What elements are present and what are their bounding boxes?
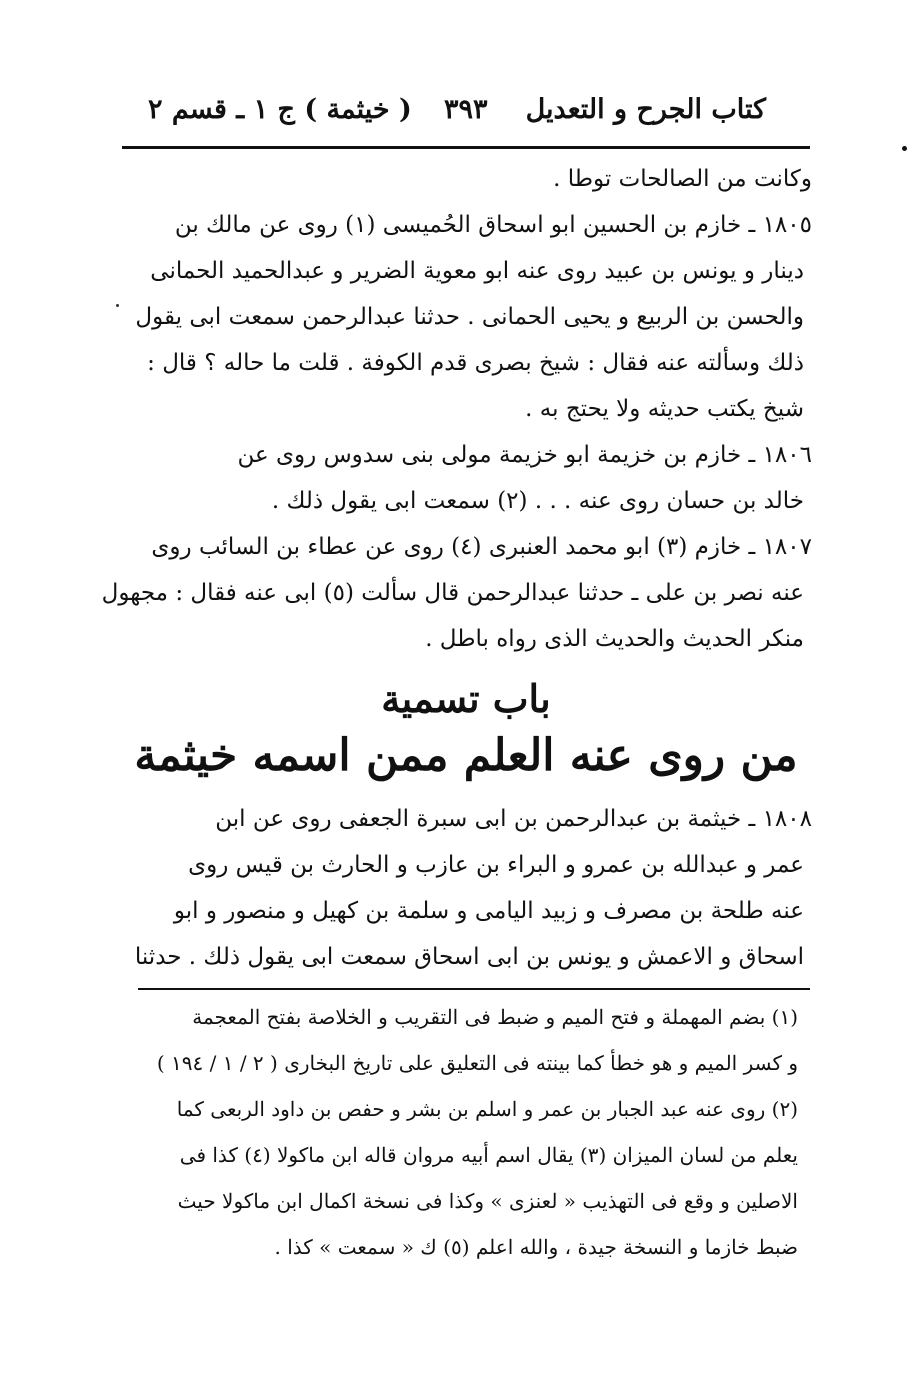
header-rule — [122, 146, 810, 149]
footnote-rule — [138, 988, 810, 990]
footnote-line: (١) بضم المهملة و فتح الميم و ضبط فى التقريب و الخلاصة بفتح المعجمة — [192, 1005, 798, 1029]
text-line: شيخ يكتب حديثه ولا يحتج به . — [525, 396, 804, 422]
chapter-title-2: من روى عنه العلم ممن اسمه خيثمة — [134, 730, 798, 781]
text-line: والحسن بن الربيع و يحيى الحمانى . حدثنا عبدالرحمن سمعت ابى يقول — [135, 304, 804, 330]
footnote-line: يعلم من لسان الميزان (٣) يقال اسم أبيه مروان قاله ابن ماكولا (٤) كذا فى — [179, 1143, 798, 1167]
footnote-line: ضبط خازما و النسخة جيدة ، والله اعلم (٥) ك « سمعت » كذا . — [274, 1235, 798, 1259]
text-line: اسحاق و الاعمش و يونس بن ابى اسحاق سمعت ابى يقول ذلك . حدثنا — [134, 944, 804, 970]
text-line: دينار و يونس بن عبيد روى عنه ابو معوية الضرير و عبدالحميد الحمانى — [150, 258, 804, 284]
text-line: عمر و عبدالله بن عمرو و البراء بن عازب و الحارث بن قيس روى — [188, 852, 804, 878]
entry-1807-line: ١٨٠٧ ـ خازم (٣) ابو محمد العنبرى (٤) روى عن عطاء بن السائب روى — [151, 534, 812, 560]
entry-1808-line: ١٨٠٨ ـ خيثمة بن عبدالرحمن بن ابى سبرة الجعفى روى عن ابن — [215, 806, 812, 832]
book-title: كتاب الجرح و التعديل — [525, 94, 766, 125]
page-number: ٣٩٣ — [444, 94, 488, 125]
text-line: ذلك وسألته عنه فقال : شيخ بصرى قدم الكوفة . قلت ما حاله ؟ قال : — [147, 350, 804, 376]
footnote-line: الاصلين و وقع فى التهذيب « لعنزى » وكذا فى نسخة اكمال ابن ماكولا حيث — [177, 1189, 798, 1213]
text-line: وكانت من الصالحات توطا . — [553, 166, 812, 192]
section-label: ( خيثمة ) ج ١ ـ قسم ٢ — [148, 94, 412, 125]
footnote-line: و كسر الميم و هو خطأ كما بينته فى التعليق على تاريخ البخارى ( ٢ / ١ / ١٩٤ ) — [156, 1051, 798, 1075]
text-line: خالد بن حسان روى عنه . . . (٢) سمعت ابى يقول ذلك . — [271, 488, 804, 514]
chapter-title-1: باب تسمية — [381, 676, 551, 721]
text-line: عنه نصر بن على ـ حدثنا عبدالرحمن قال سألت (٥) ابى عنه فقال : مجهول — [101, 580, 804, 606]
margin-dot — [902, 146, 907, 151]
entry-1806-line: ١٨٠٦ ـ خازم بن خزيمة ابو خزيمة مولى بنى سدوس روى عن — [237, 442, 812, 468]
entry-1805-line: ١٨٠٥ ـ خازم بن الحسين ابو اسحاق الحُميسى (١) روى عن مالك بن — [174, 212, 812, 238]
footnotes — [138, 994, 798, 1270]
main-text-bottom — [134, 796, 812, 980]
main-text-top — [101, 156, 812, 662]
footnote-line: (٢) روى عنه عبد الجبار بن عمر و اسلم بن بشر و حفص بن داود الربعى كما — [176, 1097, 798, 1121]
margin-speck — [116, 304, 119, 307]
text-line: منكر الحديث والحديث الذى رواه باطل . — [425, 626, 804, 652]
text-line: عنه طلحة بن مصرف و زبيد اليامى و سلمة بن كهيل و منصور و ابو — [173, 898, 804, 924]
page-header — [122, 88, 810, 140]
